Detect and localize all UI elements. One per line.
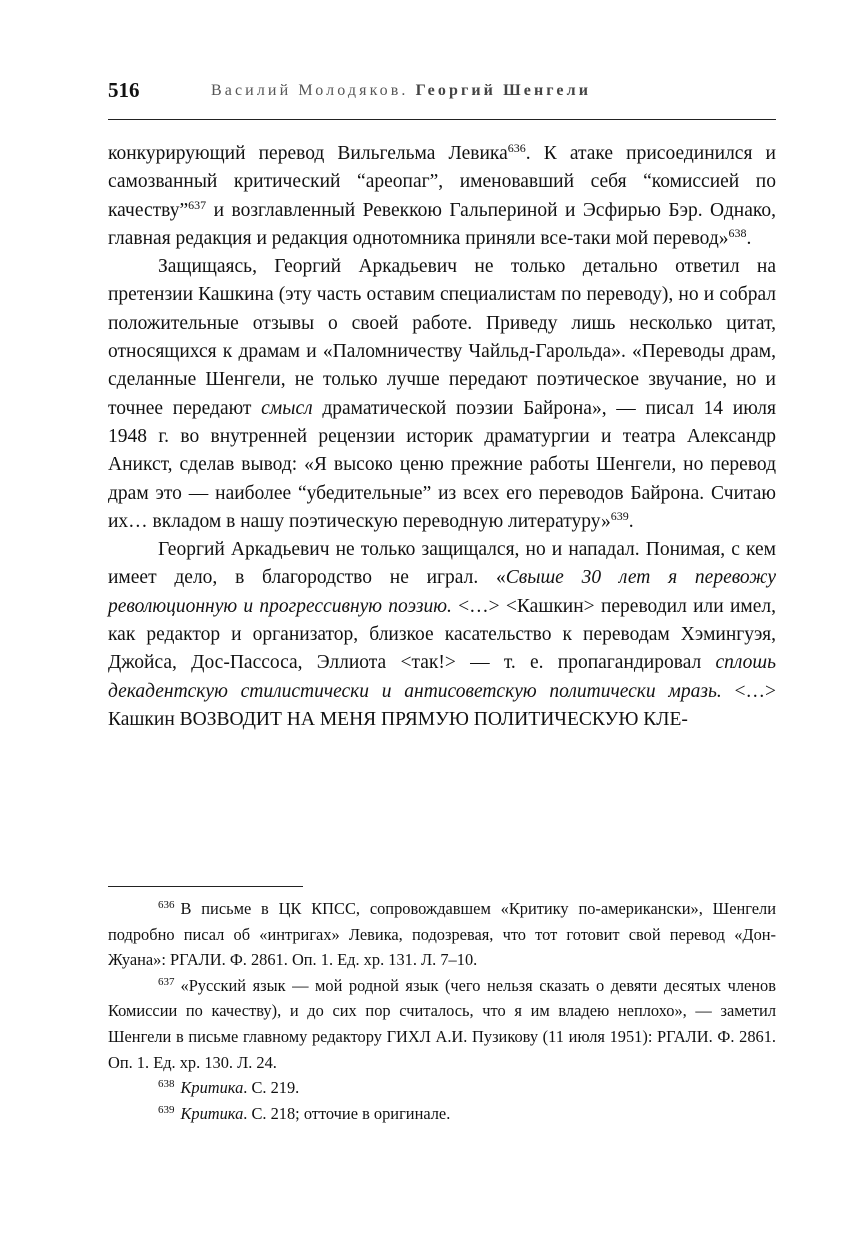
footnote-ref[interactable]: 638 xyxy=(728,225,747,240)
text-run: драматической поэзии Байрона», — писал 14 июля 1948 г. во внутренней рецензии историк драматургии и театра Александр Аникст, сделав вывод: «Я высоко ценю прежние работы Шенгели, но перевод драм это — наиболее “убедительные” из всех его переводов Байрона. Считаю их… вкладом в нашу поэтическую переводную литературу» xyxy=(108,397,776,532)
footnote-number: 638 xyxy=(158,1078,175,1091)
footnote-number: 636 xyxy=(158,899,175,911)
paragraph-3 xyxy=(108,536,776,734)
text-run: и возглавленный Ревеккою Гальпериной и Эсфирью Бэр. Однако, главная редакция и редакция однотомника приняли все-таки мой перевод» xyxy=(108,199,776,249)
page-header xyxy=(108,76,776,110)
paragraph-2 xyxy=(108,253,776,536)
running-head xyxy=(211,82,591,100)
footnote-rule xyxy=(108,886,303,887)
footnote-ref[interactable]: 639 xyxy=(610,508,629,523)
footnote xyxy=(108,1101,776,1127)
text-run: <…> Кашкин ВОЗВОДИТ НА МЕНЯ ПРЯМУЮ ПОЛИТИЧЕСКУЮ КЛЕ- xyxy=(108,680,776,730)
footnotes xyxy=(108,896,776,1126)
footnote-text: В письме в ЦК КПСС, сопровождавшем «Критику по-американски», Шенгели подробно писал об «интригах» Левика, подозревая, что тот готовит свой перевод «Дон-Жуана»: РГАЛИ. Ф. 2861. Оп. 1. Ед. хр. 131. Л. 7–10. xyxy=(108,899,776,970)
italic-run: смысл xyxy=(261,397,313,419)
text-run: Георгий Аркадьевич не только защищался, но и нападал. Понимая, с кем имеет дело, в благородство не играл. « xyxy=(108,539,776,589)
text-run: . К атаке присоединился и самозванный критический “ареопаг”, именовавший себя “комиссией по качеству” xyxy=(108,143,776,221)
page-number: 516 xyxy=(108,78,140,102)
footnote xyxy=(108,1075,776,1101)
running-head-author: Василий Молодяков. xyxy=(211,82,409,99)
footnote-number: 639 xyxy=(158,1103,175,1116)
text-run: . xyxy=(628,510,634,532)
text-run: Защищаясь, Георгий Аркадьевич не только детально ответил на претензии Кашкина (эту часть оставим специалистам по переводу), но и собрал положительные отзывы о своей работе. Приведу лишь несколько цитат, относящихся к драмам и «Паломничеству Чайльд-Гарольда». «Переводы драм, сделанные Шенгели, не только лучше передают поэтическое звучание, но и точнее передают xyxy=(108,256,776,419)
text-run: конкурирующий перевод Вильгельма Левика xyxy=(108,143,508,164)
footnote-ref[interactable]: 637 xyxy=(188,197,207,212)
footnote-text: «Русский язык — мой родной язык (чего нельзя сказать о девяти десятых членов Комиссии по качеству), и до сих пор считалось, что я им владею неплохо», — заметил Шенгели в письме главному редактору ГИХЛ А.И. Пузикову (11 июля 1951): РГАЛИ. Ф. 2861. Оп. 1. Ед. хр. 130. Л. 24. xyxy=(108,975,776,1072)
header-rule xyxy=(108,119,776,120)
italic-run: сплошь декадентскую стилистически и антисоветскую политически мразь. xyxy=(108,652,776,702)
footnote-number: 637 xyxy=(158,975,175,988)
footnote-text: . С. 218; отточие в оригинале. xyxy=(243,1103,451,1123)
footnote-italic: Критика xyxy=(180,1103,244,1123)
main-text xyxy=(108,140,776,734)
footnote-italic: Критика xyxy=(180,1078,244,1098)
text-run: . xyxy=(746,227,752,249)
paragraph-1 xyxy=(108,140,776,253)
text-run: <…> <Кашкин> переводил или имел, как редактор и организатор, близкое касательство к переводам Хэмингуэя, Джойса, Дос-Пассоса, Эллиота <так!> — т. е. пропагандировал xyxy=(108,595,776,674)
running-head-title: Георгий Шенгели xyxy=(415,82,592,99)
italic-run: Свыше 30 лет я перевожу революционную и прогрессивную поэзию. xyxy=(108,567,776,617)
footnote xyxy=(108,973,776,1075)
footnote xyxy=(108,896,776,973)
footnote-text: . С. 219. xyxy=(243,1078,300,1098)
footnote-ref[interactable]: 636 xyxy=(507,141,526,155)
